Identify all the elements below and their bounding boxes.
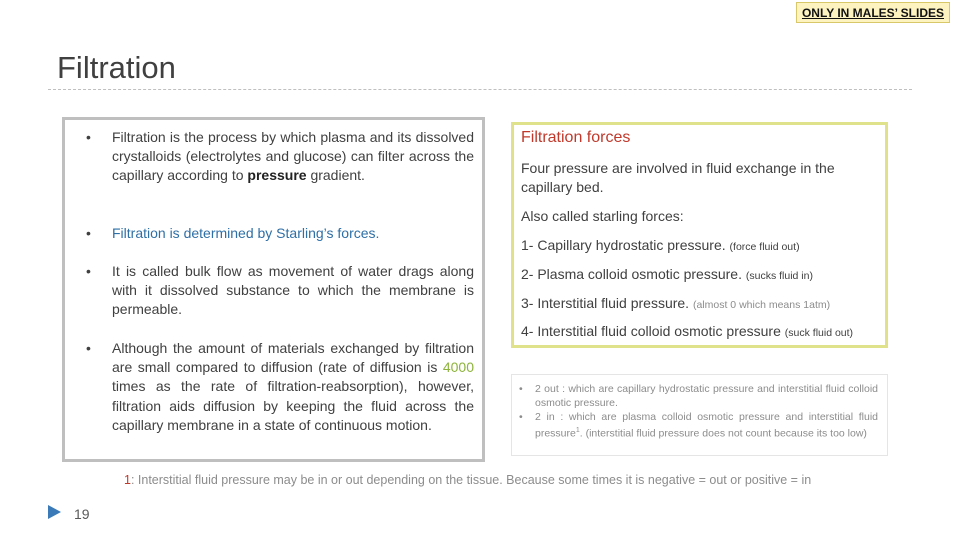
- males-only-badge: ONLY IN MALES’ SLIDES: [796, 2, 950, 23]
- page-number: 19: [74, 506, 90, 522]
- forces-intro: Four pressure are involved in fluid exchange in the capillary bed.: [521, 160, 835, 196]
- filtration-forces-title: Filtration forces: [521, 129, 631, 146]
- bullet-filtration-definition: Filtration is the process by which plasma and its dissolved crystalloids (electrolytes and glucose) can filter across the capillary according to pressure gradient.: [112, 129, 474, 184]
- note-in-forces: 2 in : which are plasma colloid osmotic pressure and interstitial fluid pressure$^1$. (interstitial fluid pressure does not count because its too low): [535, 411, 878, 440]
- bullet-marker: •: [86, 340, 91, 356]
- bullet-marker: •: [86, 129, 91, 145]
- starling-forces-label: Also called starling forces:: [521, 208, 684, 224]
- triangle-marker-icon: [48, 505, 61, 519]
- footnote: 1: Interstitial fluid pressure may be in or out depending on the tissue. Because some times it is negative = out or positive = in: [124, 473, 812, 487]
- note-bullet: •: [519, 411, 523, 423]
- note-out-forces: 2 out : which are capillary hydrostatic pressure and interstitial fluid colloid osmotic pressure.: [535, 383, 878, 409]
- force-item-3: 3- Interstitial fluid pressure. (almost 0 which means 1atm): [521, 295, 831, 311]
- bullet-marker: •: [86, 263, 91, 279]
- highlight-4000: 4000: [442, 359, 474, 376]
- bullet-diffusion-comparison: Although the amount of materials exchanged by filtration are small compared to diffusion (rate of diffusion is 4000 times as the rate of filtration-reabsorption), however, filtration aids diffusion by keeping the fluid across the capillary membrane in a state of continuous motion.: [112, 340, 474, 433]
- force-item-4: 4- Interstitial fluid colloid osmotic pressure (suck fluid out): [521, 323, 854, 339]
- note-bullet: •: [519, 383, 523, 395]
- bullet-marker: •: [86, 225, 91, 241]
- bullet-bulk-flow: It is called bulk flow as movement of water drags along with it dissolved substance to which the membrane is permeable.: [112, 263, 474, 318]
- title-divider: [48, 89, 912, 90]
- slide-title: Filtration: [57, 50, 176, 85]
- bold-pressure: pressure: [247, 167, 307, 184]
- bullet-starling-forces: Filtration is determined by Starling’s forces.: [112, 225, 380, 241]
- force-item-1: 1- Capillary hydrostatic pressure. (force fluid out): [521, 237, 800, 253]
- force-item-2: 2- Plasma colloid osmotic pressure. (sucks fluid in): [521, 266, 813, 282]
